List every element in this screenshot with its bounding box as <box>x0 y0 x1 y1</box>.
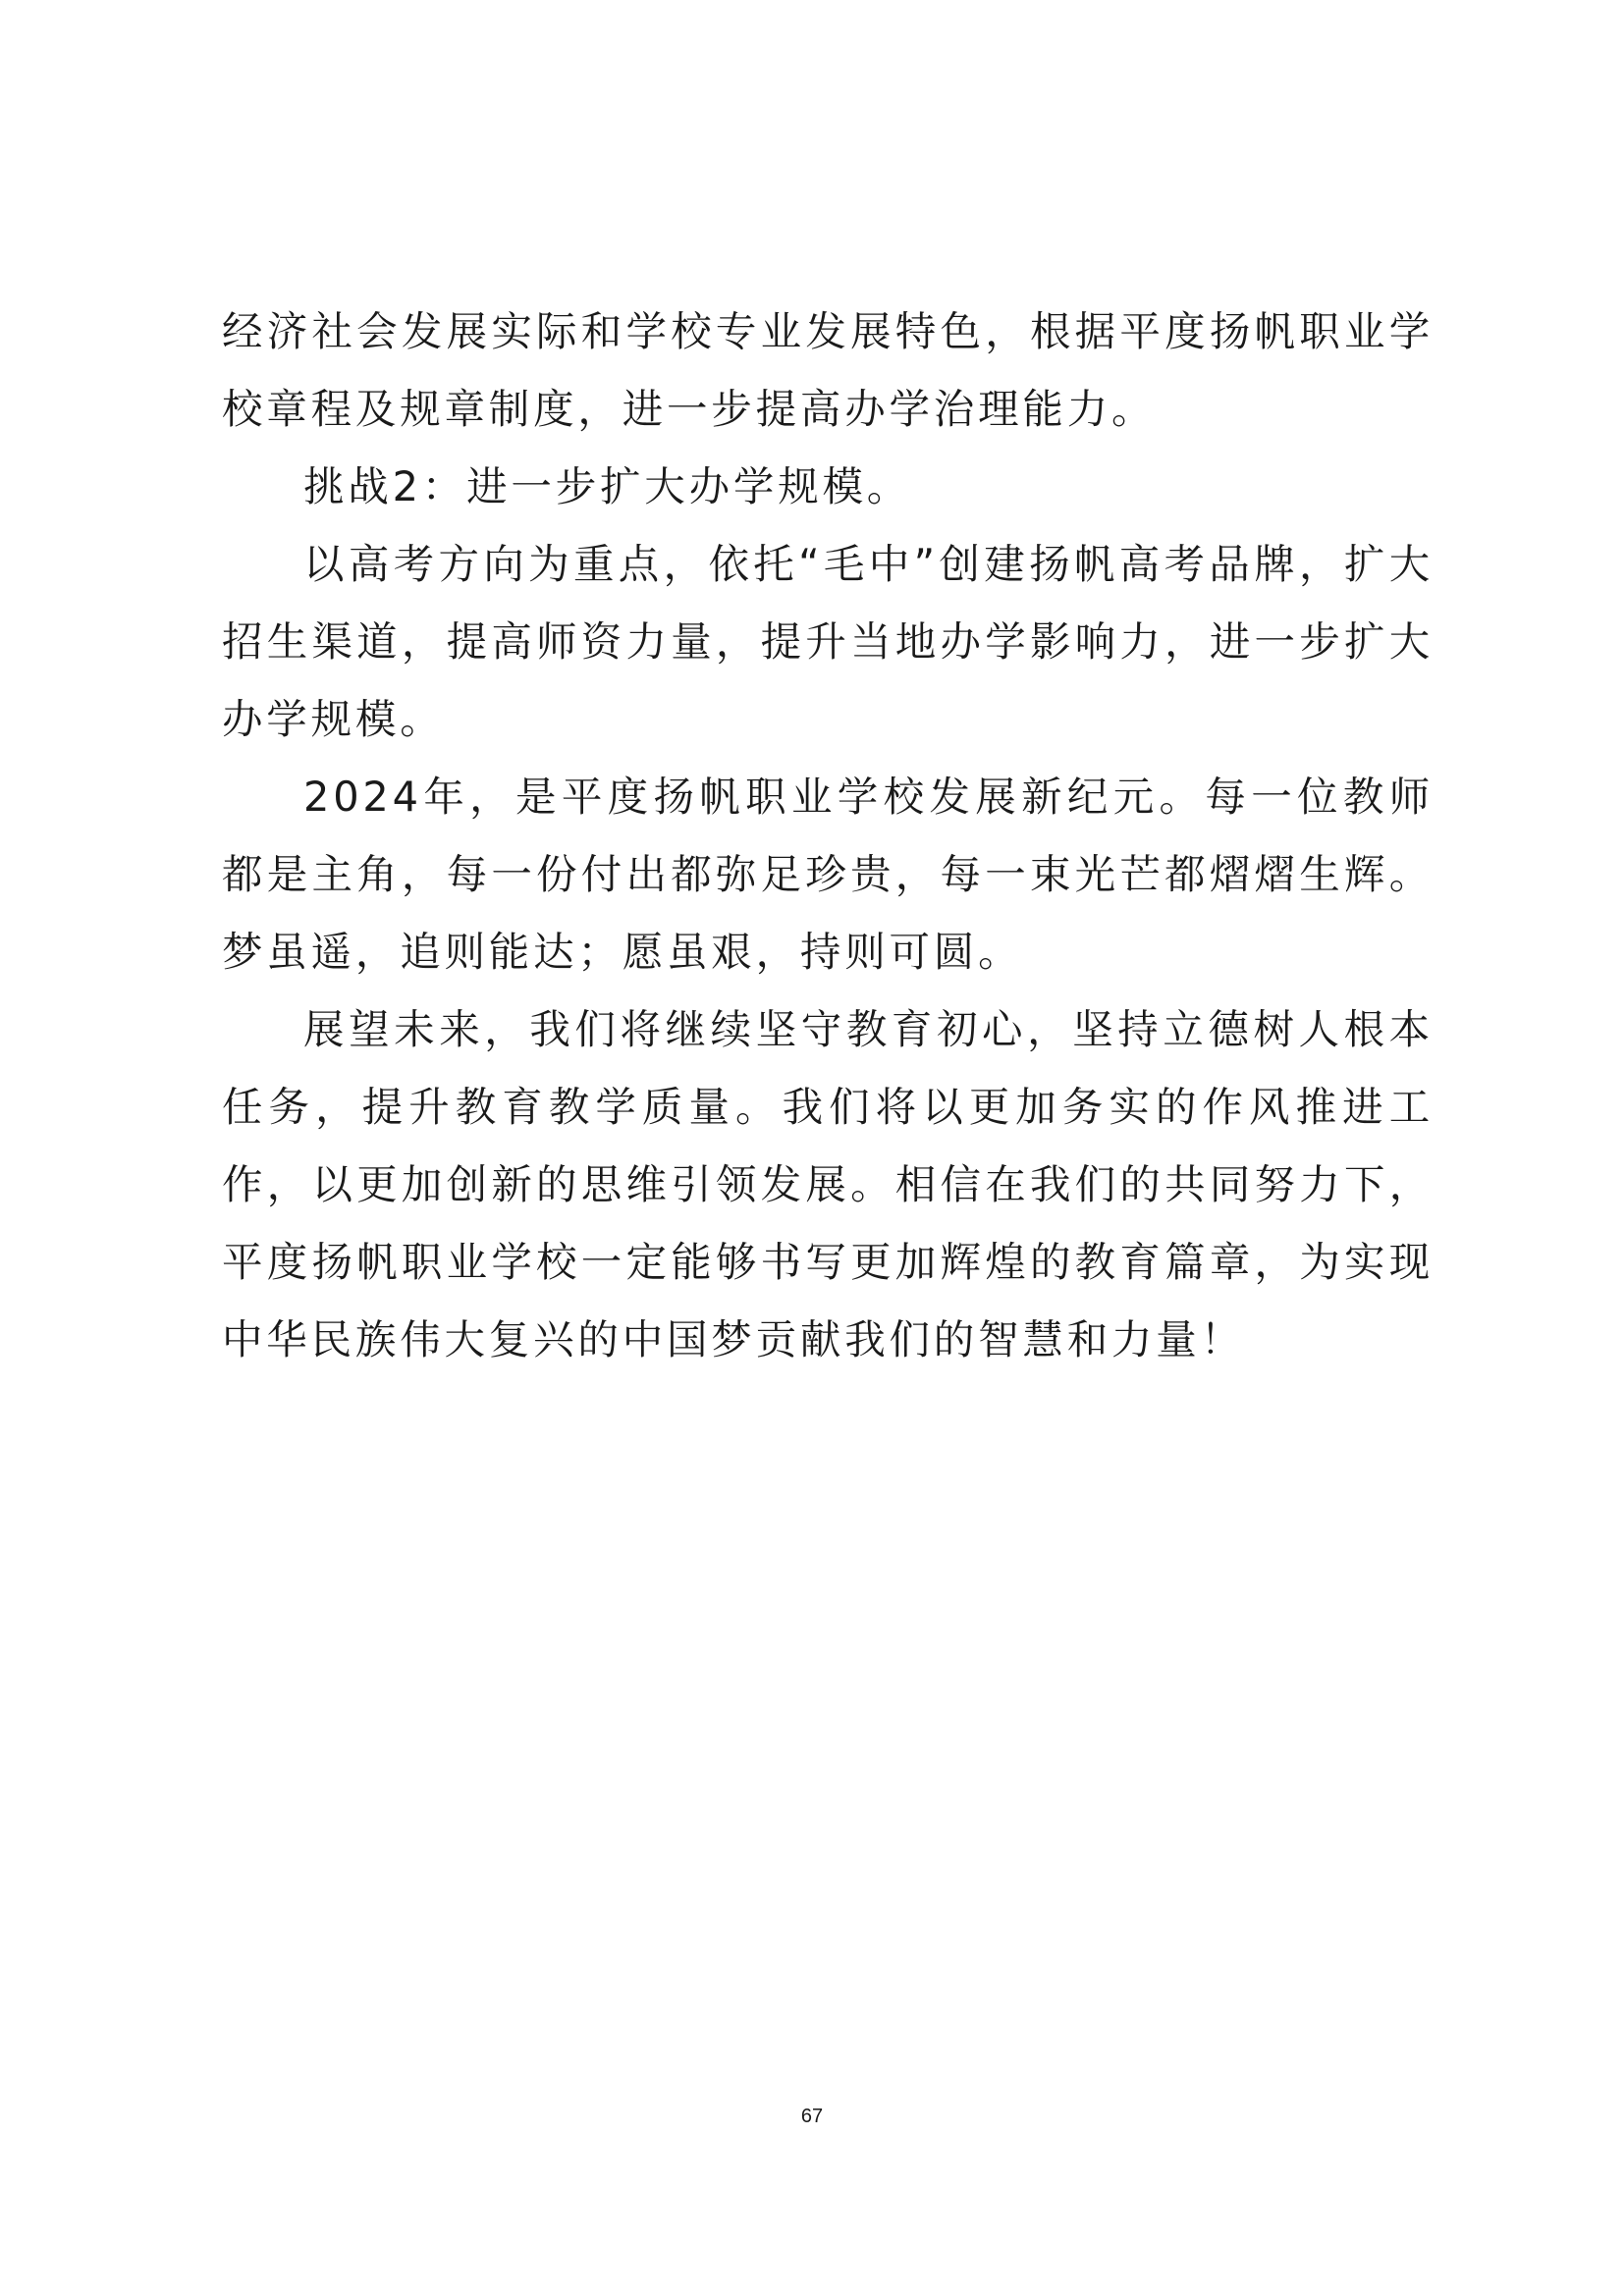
paragraph-challenge-2-detail: 以高考方向为重点，依托“毛中”创建扬帆高考品牌，扩大招生渠道，提高师资力量，提升当地办学影响力，进一步扩大办学规模。 <box>222 540 1434 743</box>
paragraph-continuation: 经济社会发展实际和学校专业发展特色，根据平度扬帆职业学校章程及规章制度，进一步提高办学治理能力。 <box>222 307 1434 433</box>
paragraph-challenge-2-heading: 挑战2：进一步扩大办学规模。 <box>303 462 912 510</box>
document-body <box>222 293 1434 1378</box>
paragraph-outlook: 展望未来，我们将继续坚守教育初心，坚持立德树人根本任务，提升教育教学质量。我们将以更加务实的作风推进工作，以更加创新的思维引领发展。相信在我们的共同努力下，平度扬帆职业学校一定能够书写更加辉煌的教育篇章，为实现中华民族伟大复兴的中国梦贡献我们的智慧和力量！ <box>222 1005 1434 1363</box>
page-number: 67 <box>800 2106 824 2127</box>
paragraph-2024-new-era: 2024年，是平度扬帆职业学校发展新纪元。每一位教师都是主角，每一份付出都弥足珍贵，每一束光芒都熠熠生辉。梦虽遥，追则能达；愿虽艰，持则可圆。 <box>222 773 1434 976</box>
